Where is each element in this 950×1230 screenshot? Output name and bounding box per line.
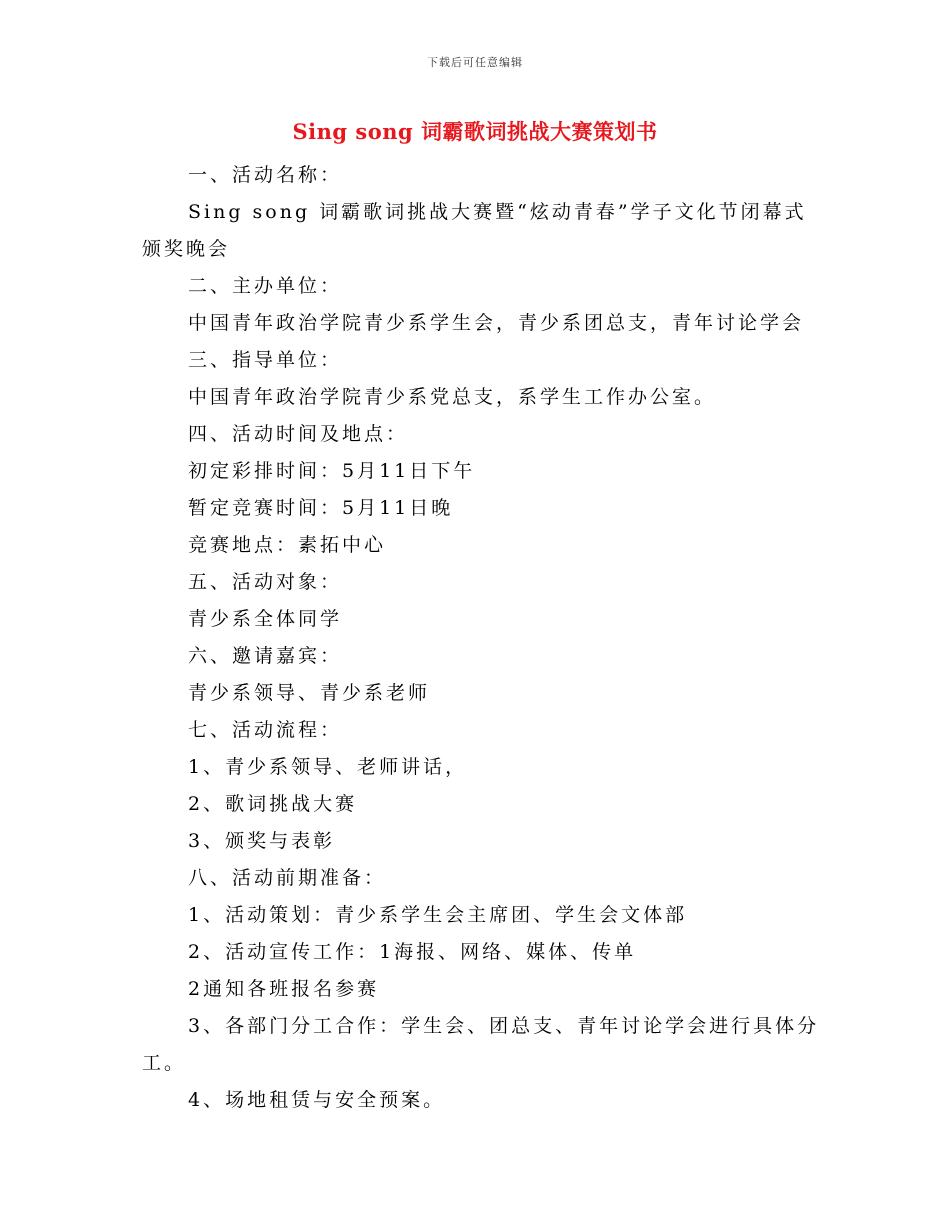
activity-name-line-2: 颁奖晚会 (142, 238, 231, 260)
preparation-item-1: 1、活动策划：青少系学生会主席团、学生会文体部 (188, 904, 688, 926)
organizer-text: 中国青年政治学院青少系学生会，青少系团总支，青年讨论学会 (188, 312, 805, 334)
header-note: 下载后可任意编辑 (427, 56, 523, 69)
preparation-item-4: 4、场地租赁与安全预案。 (188, 1089, 446, 1111)
preparation-item-3-line-2: 工。 (142, 1052, 187, 1074)
contest-place: 竞赛地点：素拓中心 (188, 534, 387, 556)
contest-time: 暂定竞赛时间：5月11日晚 (188, 497, 454, 519)
audience-text: 青少系全体同学 (188, 608, 343, 630)
section-heading-activity-name: 一、活动名称： (188, 164, 343, 186)
rehearsal-time: 初定彩排时间：5月11日下午 (188, 460, 476, 482)
preparation-item-2: 2、活动宣传工作：1海报、网络、媒体、传单 (188, 941, 637, 963)
guests-text: 青少系领导、青少系老师 (188, 682, 431, 704)
section-heading-organizer: 二、主办单位： (188, 275, 343, 297)
document-title: Sing song 词霸歌词挑战大赛策划书 (292, 119, 658, 144)
preparation-item-3-line-1: 3、各部门分工合作：学生会、团总支、青年讨论学会进行具体分 (188, 1015, 820, 1037)
section-heading-audience: 五、活动对象： (188, 571, 343, 593)
process-item-2: 2、歌词挑战大赛 (188, 793, 358, 815)
section-heading-guests: 六、邀请嘉宾： (188, 645, 343, 667)
process-item-1: 1、青少系领导、老师讲话， (188, 756, 468, 778)
activity-name-line-1: Sing song 词霸歌词挑战大赛暨“炫动青春”学子文化节闭幕式 (188, 201, 807, 223)
process-item-3: 3、颁奖与表彰 (188, 830, 336, 852)
section-heading-process: 七、活动流程： (188, 719, 343, 741)
section-heading-guidance: 三、指导单位： (188, 349, 343, 371)
guidance-text: 中国青年政治学院青少系党总支，系学生工作办公室。 (188, 386, 717, 408)
section-heading-time-place: 四、活动时间及地点： (188, 423, 409, 445)
preparation-item-2-sub: 2通知各班报名参赛 (188, 978, 380, 1000)
section-heading-preparation: 八、活动前期准备： (188, 867, 387, 889)
